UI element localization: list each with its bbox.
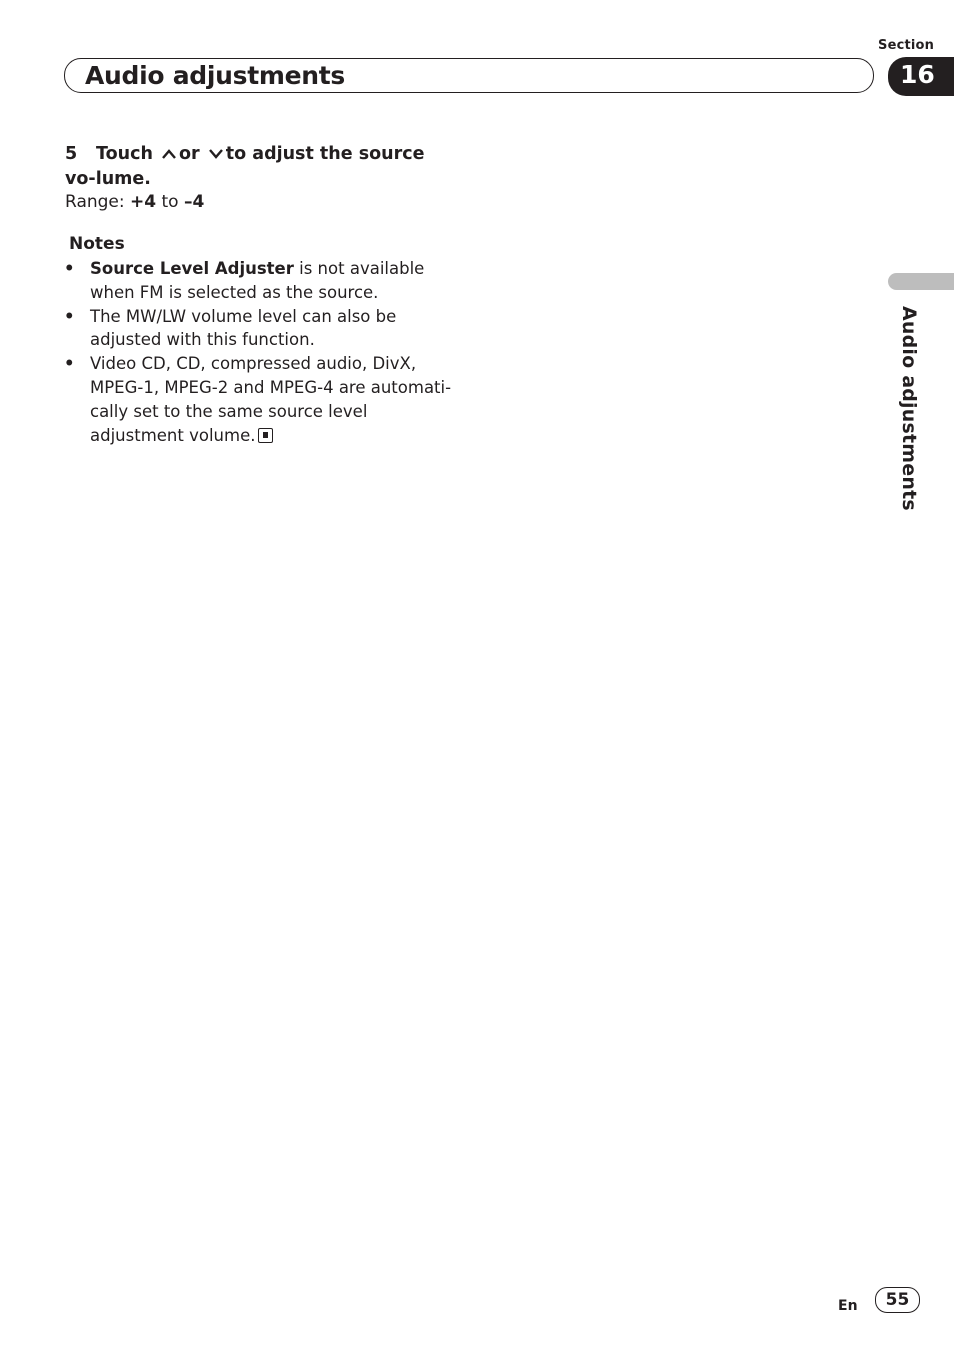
note-bold-term: Source Level Adjuster [90,259,294,278]
language-label: En [838,1298,858,1314]
page-title: Audio adjustments [85,61,345,90]
range-line [65,190,204,214]
note-text: is not available when FM is selected as the source. [90,259,425,302]
section-label: Section [878,38,935,53]
page-title-box [64,58,874,93]
note-text: The MW/LW volume level can also be adjusted with this function. [90,306,397,350]
down-arrow-icon [208,143,224,167]
range-label: Range: [65,192,125,212]
page-number: 55 [875,1287,920,1313]
side-tab-marker [888,273,954,290]
range-connector: to [161,192,179,212]
note-item [64,257,460,305]
end-of-section-icon [258,428,273,443]
up-arrow-icon [161,143,177,167]
bullet-icon: • [64,306,75,326]
step-text-after: to adjust the source vo-lume. [65,144,425,189]
step-text-before: Touch [96,144,153,164]
step-text-or: or [179,144,200,164]
note-item [64,352,460,447]
note-text: Video CD, CD, compressed audio, DivX, MPEG-1, MPEG-2 and MPEG-4 are automati-cally set to the same source level adjustment volume. [90,354,452,445]
notes-list [64,257,460,447]
bullet-icon: • [64,259,75,278]
range-from: +4 [130,192,157,212]
note-item [64,305,460,353]
range-to: –4 [183,192,205,212]
section-number: 16 [900,60,935,89]
notes-heading: Notes [69,234,125,254]
step-instruction [65,142,455,191]
bullet-icon: • [64,354,75,374]
step-number: 5 [65,144,78,164]
side-tab-label: Audio adjustments [898,306,920,511]
section-number-tab [888,57,954,96]
